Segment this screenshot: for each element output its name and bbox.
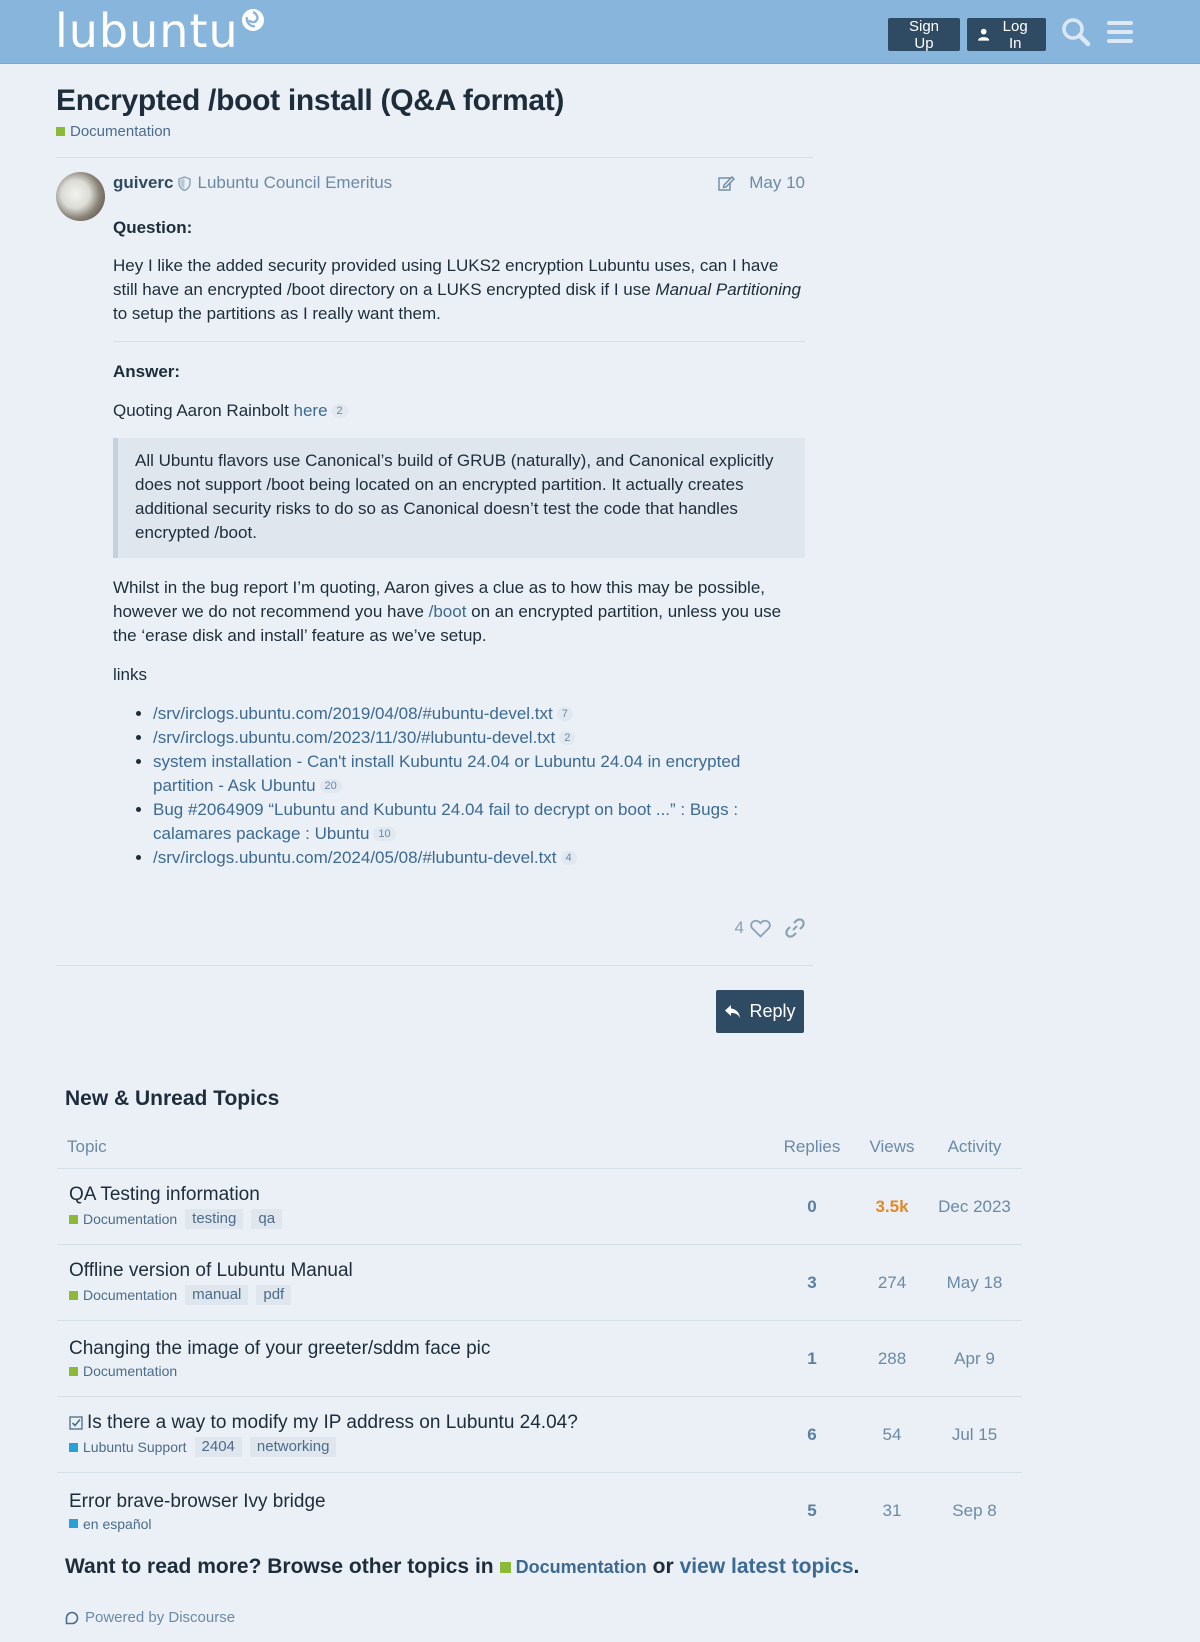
answer-label: Answer: <box>113 362 181 381</box>
post-actions <box>700 912 805 944</box>
table-row <box>57 1321 1022 1397</box>
read-more-suffix: . <box>853 1555 860 1578</box>
avatar[interactable] <box>56 172 105 221</box>
suggested-topics-heading: New & Unread Topics <box>65 1087 280 1110</box>
question-text-emphasis: Manual Partitioning <box>655 280 801 299</box>
topic-link[interactable]: Changing the image of your greeter/sddm face pic <box>69 1338 491 1359</box>
category-color-square <box>56 127 65 136</box>
read-more-prefix: Want to read more? Browse other topics in <box>65 1555 494 1578</box>
topic-meta <box>69 1516 767 1532</box>
category-color-square <box>69 1215 78 1224</box>
post-username[interactable]: guiverc <box>113 173 174 192</box>
lubuntu-logo-mark-icon <box>241 8 265 32</box>
column-header-replies: Replies <box>783 1136 841 1156</box>
whilst-part-2: on an encrypted partition, unless you use the ‘erase disk and install’ feature as we’ve setup. <box>113 602 782 645</box>
topic-category-badge[interactable] <box>69 1363 177 1379</box>
views-count: 288 <box>877 1348 907 1368</box>
view-latest-topics-link[interactable]: view latest topics <box>679 1555 854 1578</box>
reply-icon <box>724 1004 741 1019</box>
category-label: Documentation <box>83 1287 178 1303</box>
links-list <box>113 702 805 870</box>
question-label: Question: <box>113 218 193 237</box>
post-inner-divider <box>113 341 805 342</box>
topic-meta <box>69 1285 767 1305</box>
powered-label: Powered by Discourse <box>85 1609 236 1626</box>
topic-list-table <box>57 1125 1022 1549</box>
site-header <box>0 0 1200 64</box>
click-count: 10 <box>373 827 395 841</box>
table-row <box>57 1169 1022 1245</box>
blockquote: All Ubuntu flavors use Canonical’s build of GRUB (naturally), and Canonical explicitly does not support /boot being located on an encrypted partition. It actually creates additional security risks to do so as Canonical doesn’t test the code that handles encrypted /boot. <box>113 438 805 558</box>
activity-date[interactable]: May 18 <box>946 1272 1003 1292</box>
topic-category-badge[interactable] <box>69 1211 177 1227</box>
tag-manual[interactable]: manual <box>185 1285 248 1305</box>
question-text-part-2: to setup the partitions as I really want them. <box>113 304 441 323</box>
links-label: links <box>113 665 148 684</box>
replies-count[interactable]: 1 <box>807 1348 817 1368</box>
edit-history-icon[interactable] <box>718 175 735 191</box>
category-color-square <box>69 1291 78 1300</box>
link-irclogs-2024[interactable]: /srv/irclogs.ubuntu.com/2024/05/08/#lubuntu-devel.txt <box>153 848 557 867</box>
views-count: 54 <box>882 1424 902 1444</box>
user-icon <box>978 28 989 41</box>
reply-label: Reply <box>749 1001 796 1021</box>
like-count: 4 <box>734 918 744 937</box>
table-row <box>57 1245 1022 1321</box>
reply-button[interactable] <box>716 990 804 1033</box>
category-color-square <box>69 1519 78 1528</box>
powered-by-discourse[interactable] <box>65 1609 235 1626</box>
topic-category-badge[interactable] <box>56 123 171 140</box>
title-divider <box>56 157 813 158</box>
quoting-link[interactable]: here <box>293 401 328 420</box>
list-item <box>153 750 805 798</box>
table-row <box>57 1473 1022 1549</box>
activity-date[interactable]: Dec 2023 <box>938 1196 1011 1216</box>
topic-category-badge[interactable] <box>69 1516 152 1532</box>
category-color-square <box>69 1443 78 1452</box>
views-count: 31 <box>882 1501 902 1520</box>
tag-2404[interactable]: 2404 <box>195 1437 242 1457</box>
topic-link[interactable]: Offline version of Lubuntu Manual <box>69 1260 353 1281</box>
link-irclogs-2023[interactable]: /srv/irclogs.ubuntu.com/2023/11/30/#lubuntu-devel.txt <box>153 728 556 747</box>
topic-category-badge[interactable] <box>69 1439 187 1455</box>
topic-title[interactable]: Encrypted /boot install (Q&A format) <box>56 84 565 117</box>
activity-date[interactable]: Apr 9 <box>954 1348 995 1368</box>
hamburger-menu-icon[interactable] <box>1103 15 1137 49</box>
link-irclogs-2019[interactable]: /srv/irclogs.ubuntu.com/2019/04/08/#ubuntu-devel.txt <box>153 704 553 723</box>
post-date[interactable]: May 10 <box>749 173 805 192</box>
read-more-category-badge[interactable] <box>500 1557 647 1578</box>
topic-cell <box>57 1491 767 1532</box>
post-meta <box>113 172 805 194</box>
topic-list-header <box>57 1125 1022 1169</box>
search-icon[interactable] <box>1059 15 1093 49</box>
click-count: 4 <box>561 851 577 865</box>
topic-link-wrap[interactable] <box>69 1412 767 1434</box>
column-header-activity: Activity <box>947 1136 1002 1156</box>
question-text <box>113 254 805 326</box>
shield-icon <box>178 176 191 191</box>
user-title[interactable]: Lubuntu Council Emeritus <box>197 173 393 192</box>
list-item <box>153 798 805 846</box>
quoting-prefix: Quoting Aaron Rainbolt <box>113 401 294 420</box>
tag-testing[interactable]: testing <box>185 1209 243 1229</box>
list-item <box>153 726 805 750</box>
tag-networking[interactable]: networking <box>250 1437 337 1457</box>
activity-date[interactable]: Jul 15 <box>951 1424 998 1444</box>
post-date-wrap <box>718 173 805 193</box>
topic-meta <box>69 1363 767 1379</box>
replies-count[interactable]: 3 <box>807 1272 817 1292</box>
activity-date[interactable]: Sep 8 <box>952 1501 997 1520</box>
heart-icon <box>750 919 771 938</box>
category-label: Documentation <box>70 123 171 140</box>
question-text-part-1: Hey I like the added security provided using LUKS2 encryption Lubuntu uses, can I have still have an encrypted /boot directory on a LUKS encrypted disk if I use <box>113 256 779 299</box>
read-more-line <box>65 1555 859 1579</box>
topic-cell <box>57 1260 767 1305</box>
category-color-square <box>500 1562 511 1573</box>
solved-checkbox-icon <box>69 1416 83 1430</box>
category-label: en español <box>83 1515 152 1532</box>
category-color-square <box>69 1367 78 1376</box>
list-item <box>153 702 805 726</box>
whilst-paragraph <box>113 576 805 648</box>
topic-meta <box>69 1437 767 1457</box>
site-logo[interactable] <box>55 6 239 56</box>
click-count: 2 <box>559 731 575 745</box>
discourse-logo-icon <box>65 1611 79 1625</box>
replies-count[interactable]: 6 <box>807 1424 817 1444</box>
read-more-or: or <box>652 1555 674 1578</box>
topic-cell <box>57 1412 767 1457</box>
topic-link[interactable]: Is there a way to modify my IP address on Lubuntu 24.04? <box>87 1412 578 1433</box>
column-header-topic: Topic <box>67 1136 107 1156</box>
category-label: Documentation <box>515 1556 647 1577</box>
log-in-button[interactable] <box>967 18 1046 51</box>
tag-qa[interactable]: qa <box>251 1209 282 1229</box>
replies-count[interactable]: 0 <box>807 1196 817 1216</box>
log-in-label: Log In <box>1002 17 1028 52</box>
category-label: Documentation <box>83 1211 178 1227</box>
link-launchpad-bug[interactable]: Bug #2064909 “Lubuntu and Kubuntu 24.04 fail to decrypt on boot ...” : Bugs : calamares package : Ubuntu <box>153 800 739 843</box>
tag-pdf[interactable]: pdf <box>256 1285 291 1305</box>
sign-up-button[interactable]: Sign Up <box>888 18 960 51</box>
list-item <box>153 846 805 870</box>
category-label: Documentation <box>83 1363 178 1379</box>
click-count: 7 <box>557 707 573 721</box>
quoting-line <box>113 399 348 423</box>
topic-cell <box>57 1338 767 1379</box>
post-bottom-divider <box>56 965 813 966</box>
topic-link[interactable]: QA Testing information <box>69 1184 260 1205</box>
views-count: 3.5k <box>875 1196 909 1216</box>
column-header-views: Views <box>869 1136 915 1156</box>
click-count: 2 <box>332 404 348 418</box>
topic-category-badge[interactable] <box>69 1287 177 1303</box>
boot-link[interactable]: /boot <box>428 602 467 621</box>
views-count: 274 <box>877 1272 907 1292</box>
logo-text: lubuntu <box>55 4 239 58</box>
share-link-icon[interactable] <box>785 918 805 938</box>
click-count: 20 <box>320 779 342 793</box>
category-label: Lubuntu Support <box>83 1439 187 1455</box>
like-button[interactable] <box>735 918 771 938</box>
link-askubuntu[interactable]: system installation - Can't install Kubuntu 24.04 or Lubuntu 24.04 in encrypted partition - Ask Ubuntu <box>153 752 741 795</box>
table-row <box>57 1397 1022 1473</box>
whilst-part-1: Whilst in the bug report I’m quoting, Aaron gives a clue as to how this may be possible, however we do not recommend you have <box>113 578 766 621</box>
topic-cell <box>57 1184 767 1229</box>
replies-count[interactable]: 5 <box>807 1501 817 1520</box>
topic-link[interactable]: Error brave-browser Ivy bridge <box>69 1490 326 1512</box>
topic-meta <box>69 1209 767 1229</box>
